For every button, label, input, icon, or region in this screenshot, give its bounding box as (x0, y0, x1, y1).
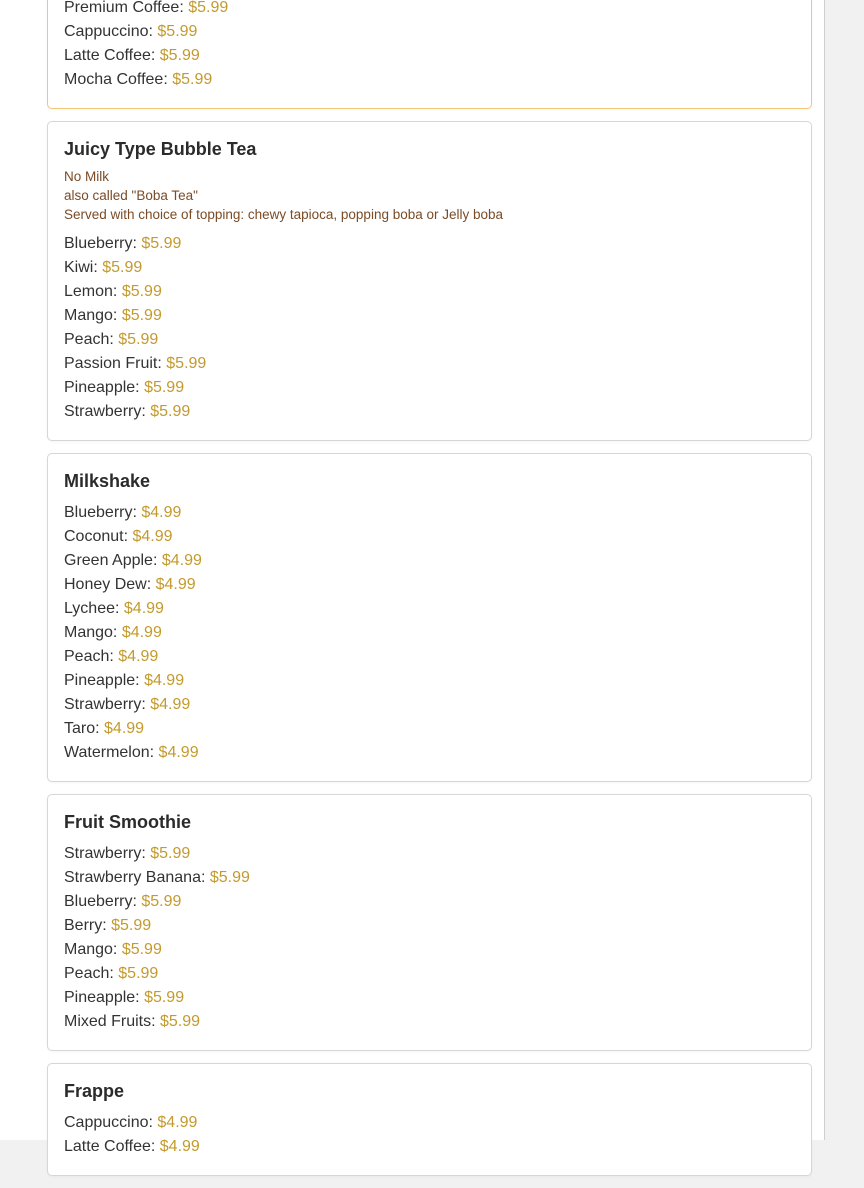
menu-item-name: Berry (64, 917, 103, 934)
menu-item-separator: : (123, 528, 133, 545)
menu-item-name: Kiwi (64, 259, 94, 276)
menu-item (64, 68, 795, 92)
menu-item-price: $5.99 (102, 259, 143, 276)
menu-item-list (64, 1111, 795, 1159)
menu-item-name: Peach (64, 965, 110, 982)
menu-item-name: Strawberry (64, 845, 142, 862)
menu-item-name: Blueberry (64, 893, 133, 910)
menu-item-price: $5.99 (121, 283, 162, 300)
menu-item (64, 962, 795, 986)
menu-item-separator: : (102, 917, 112, 934)
menu-item (64, 376, 795, 400)
menu-item (64, 645, 795, 669)
menu-item-name: Mango (64, 307, 113, 324)
menu-item-price: $4.99 (144, 672, 185, 689)
menu-item-name: Mocha Coffee (64, 71, 164, 88)
menu-item (64, 866, 795, 890)
menu-item (64, 986, 795, 1010)
menu-item-name: Pineapple (64, 989, 136, 1006)
menu-item-price: $5.99 (144, 989, 185, 1006)
menu-item-name: Mango (64, 941, 113, 958)
menu-item-name: Cappuccino (64, 23, 149, 40)
menu-item (64, 1135, 795, 1159)
menu-card (47, 1063, 812, 1176)
menu-item-separator: : (148, 1114, 158, 1131)
menu-item-separator: : (150, 47, 160, 64)
menu-item-name: Passion Fruit (64, 355, 158, 372)
menu-item-separator: : (179, 0, 189, 16)
menu-item-price: $5.99 (141, 235, 182, 252)
menu-item-name: Mixed Fruits (64, 1013, 152, 1030)
menu-item-price: $5.99 (118, 331, 159, 348)
menu-item-name: Mango (64, 624, 113, 641)
card-title: Milkshake (64, 471, 151, 491)
menu-item-price: $5.99 (160, 1013, 201, 1030)
menu-item-separator: : (148, 23, 158, 40)
menu-card (47, 0, 812, 109)
menu-item-separator: : (109, 331, 119, 348)
menu-item-price: $5.99 (111, 917, 152, 934)
menu-card (47, 453, 812, 782)
menu-item (64, 20, 795, 44)
menu-item-separator: : (109, 965, 119, 982)
menu-item (64, 842, 795, 866)
menu-item-name: Blueberry (64, 235, 133, 252)
menu-item-price: $5.99 (121, 941, 162, 958)
menu-item (64, 549, 795, 573)
menu-card-list (47, 0, 812, 1188)
menu-item-price: $4.99 (104, 720, 145, 737)
menu-item-separator: : (152, 552, 162, 569)
menu-item-name: Strawberry (64, 403, 142, 420)
menu-item-separator: : (146, 576, 156, 593)
menu-item-separator: : (112, 283, 122, 300)
menu-item-name: Peach (64, 331, 110, 348)
menu-item-separator: : (135, 989, 145, 1006)
menu-item-separator: : (150, 1138, 160, 1155)
card-title: Juicy Type Bubble Tea (64, 139, 257, 159)
menu-item-price: $4.99 (150, 696, 191, 713)
menu-card (47, 794, 812, 1051)
menu-item-name: Premium Coffee (64, 0, 180, 16)
menu-item-name: Blueberry (64, 504, 133, 521)
menu-item-name: Cappuccino (64, 1114, 149, 1131)
menu-item-price: $4.99 (159, 1138, 200, 1155)
menu-item (64, 597, 795, 621)
menu-item-name: Green Apple (64, 552, 153, 569)
menu-item-price: $4.99 (157, 1114, 198, 1131)
menu-item-price: $5.99 (150, 403, 191, 420)
menu-item-separator: : (112, 307, 122, 324)
menu-item (64, 1111, 795, 1135)
menu-item-separator: : (163, 71, 173, 88)
menu-item-name: Pineapple (64, 379, 136, 396)
menu-item-price: $5.99 (188, 0, 229, 16)
menu-item-price: $5.99 (159, 47, 200, 64)
menu-item-name: Lychee (64, 600, 115, 617)
menu-item-price: $4.99 (121, 624, 162, 641)
menu-item-separator: : (151, 1013, 161, 1030)
menu-item (64, 232, 795, 256)
menu-item (64, 256, 795, 280)
menu-item-price: $4.99 (132, 528, 173, 545)
card-notes (64, 167, 795, 224)
menu-item-price: $5.99 (209, 869, 250, 886)
menu-item (64, 352, 795, 376)
menu-item-separator: : (112, 624, 122, 641)
menu-item (64, 304, 795, 328)
menu-item-price: $4.99 (123, 600, 164, 617)
menu-item-separator: : (157, 355, 167, 372)
menu-item (64, 0, 795, 20)
menu-item-price: $5.99 (121, 307, 162, 324)
menu-item-name: Peach (64, 648, 110, 665)
menu-item-price: $5.99 (157, 23, 198, 40)
menu-item (64, 1010, 795, 1034)
menu-item-separator: : (141, 845, 151, 862)
menu-item-price: $5.99 (166, 355, 207, 372)
menu-item-separator: : (135, 672, 145, 689)
card-note: Served with choice of topping: chewy tapioca, popping boba or Jelly boba (64, 207, 504, 222)
menu-item-list (64, 0, 795, 92)
menu-item (64, 280, 795, 304)
menu-item (64, 328, 795, 352)
menu-item-separator: : (132, 504, 142, 521)
menu-item-separator: : (93, 259, 103, 276)
menu-item-list (64, 232, 795, 424)
menu-item-separator: : (115, 600, 124, 617)
menu-item-name: Watermelon (64, 744, 150, 761)
menu-item-price: $5.99 (150, 845, 191, 862)
menu-item-name: Honey Dew (64, 576, 147, 593)
menu-item-separator: : (200, 869, 210, 886)
menu-item-separator: : (141, 403, 151, 420)
menu-card (47, 121, 812, 441)
card-note: No Milk (64, 169, 110, 184)
menu-item-price: $4.99 (155, 576, 196, 593)
menu-item-price: $5.99 (144, 379, 185, 396)
menu-item-separator: : (149, 744, 159, 761)
menu-item-price: $4.99 (141, 504, 182, 521)
menu-item-separator: : (132, 235, 142, 252)
menu-item-separator: : (109, 648, 119, 665)
menu-item (64, 525, 795, 549)
menu-item-name: Taro (64, 720, 96, 737)
menu-item (64, 501, 795, 525)
menu-item-name: Lemon (64, 283, 113, 300)
menu-item-price: $5.99 (118, 965, 159, 982)
menu-item-price: $4.99 (158, 744, 199, 761)
menu-item-name: Latte Coffee (64, 1138, 151, 1155)
menu-item-price: $5.99 (141, 893, 182, 910)
card-title: Frappe (64, 1081, 125, 1101)
menu-item (64, 890, 795, 914)
menu-item (64, 741, 795, 765)
menu-item (64, 669, 795, 693)
menu-item (64, 938, 795, 962)
menu-item-separator: : (112, 941, 122, 958)
card-title: Fruit Smoothie (64, 812, 191, 832)
menu-item-name: Pineapple (64, 672, 136, 689)
menu-item-separator: : (141, 696, 151, 713)
menu-item-name: Strawberry Banana (64, 869, 201, 886)
menu-item (64, 693, 795, 717)
menu-item-name: Strawberry (64, 696, 142, 713)
card-note: also called "Boba Tea" (64, 188, 198, 203)
menu-item-separator: : (132, 893, 142, 910)
menu-item (64, 573, 795, 597)
menu-item-separator: : (135, 379, 145, 396)
menu-item (64, 44, 795, 68)
menu-item-name: Coconut (64, 528, 124, 545)
menu-item (64, 400, 795, 424)
menu-item-list (64, 501, 795, 765)
menu-item-price: $5.99 (172, 71, 213, 88)
menu-item-list (64, 842, 795, 1034)
menu-item (64, 914, 795, 938)
menu-item-name: Latte Coffee (64, 47, 151, 64)
menu-item (64, 621, 795, 645)
menu-item-separator: : (95, 720, 105, 737)
menu-item (64, 717, 795, 741)
menu-item-price: $4.99 (118, 648, 159, 665)
menu-item-price: $4.99 (161, 552, 202, 569)
